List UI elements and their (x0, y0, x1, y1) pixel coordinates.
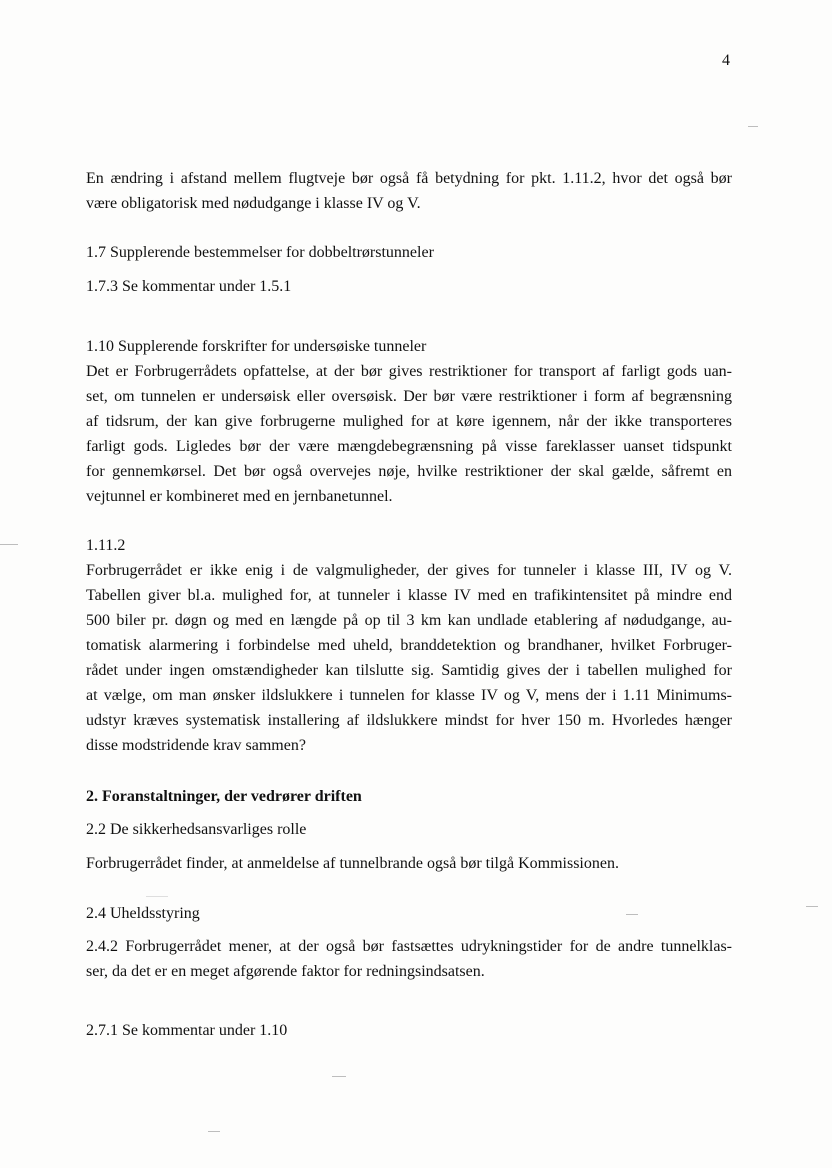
text-line: udstyr kræves systematisk installering af ildslukkere mindst for hver 150 m. Hvorledes hænger (86, 712, 732, 729)
heading-2-2: 2.2 De sikkerhedsansvarliges rolle (86, 821, 307, 838)
text-line: være obligatorisk med nødudgange i klasse IV og V. (86, 195, 421, 212)
heading-1-7: 1.7 Supplerende bestemmelser for dobbeltrørstunneler (86, 244, 434, 261)
text-line: Forbrugerrådet er ikke enig i de valgmuligheder, der gives for tunneler i klasse III, IV og V. (86, 562, 732, 579)
paragraph-escape-routes (86, 166, 732, 216)
text-line: ser, da det er en meget afgørende faktor for redningsindsatsen. (86, 963, 485, 980)
section-1-10 (86, 334, 732, 509)
text-line: at vælge, om man ønsker ildslukkere i tunnelen for klasse IV og V, mens der i 1.11 Minimums- (86, 687, 732, 704)
text-line: 500 biler pr. døgn og med en længde på op til 3 km kan undlade etablering af nødudgange, au- (86, 612, 732, 629)
scan-mark (332, 1076, 346, 1077)
text-line: farligt gods. Ligledes bør der være mængdebegrænsning på visse fareklasser uanset tidspunkt (86, 438, 732, 455)
scan-mark (0, 544, 18, 545)
heading-section-2: 2. Foranstaltninger, der vedrører driften (86, 788, 362, 805)
heading-1-7-3: 1.7.3 Se kommentar under 1.5.1 (86, 278, 292, 295)
text-line: vejtunnel er kombineret med en jernbanetunnel. (86, 488, 393, 505)
text-line: Det er Forbrugerrådets opfattelse, at der bør gives restriktioner for transport af farligt gods uan- (86, 363, 732, 380)
page-number: 4 (722, 52, 730, 69)
scan-mark (208, 1131, 220, 1132)
heading-2-7-1: 2.7.1 Se kommentar under 1.10 (86, 1022, 288, 1039)
text-line: disse modstridende krav sammen? (86, 737, 306, 754)
text-line: set, om tunnelen er undersøisk eller oversøisk. Der bør være restriktioner i form af begrænsning (86, 388, 732, 405)
heading-2-4: 2.4 Uheldsstyring (86, 905, 200, 922)
heading-1-10: 1.10 Supplerende forskrifter for undersøiske tunneler (86, 338, 427, 355)
text-line: rådet under ingen omstændigheder kan tilslutte sig. Samtidig gives der i tabellen mulighed for (86, 662, 732, 679)
text-line: tomatisk alarmering i forbindelse med uheld, branddetektion og brandhaner, hvilket Forbruger- (86, 637, 732, 654)
section-1-11-2 (86, 533, 732, 758)
heading-1-11-2: 1.11.2 (86, 537, 126, 554)
text-line: En ændring i afstand mellem flugtveje bør også få betydning for pkt. 1.11.2, hvor det også bør (86, 170, 732, 187)
text-line: af tidsrum, der kan give forbrugerne mulighed for at køre igennem, når der ikke transporteres (86, 413, 732, 430)
text-line: 2.4.2 Forbrugerrådet mener, at der også bør fastsættes udrykningstider for de andre tunnelklas- (86, 938, 732, 955)
paragraph-2-4-2 (86, 934, 732, 984)
paragraph-2-2: Forbrugerrådet finder, at anmeldelse af tunnelbrande også bør tilgå Kommissionen. (86, 855, 619, 872)
text-line: Tabellen giver bl.a. mulighed for, at tunneler i klasse IV med en trafikintensitet på mindre end (86, 587, 732, 604)
text-line: for gennemkørsel. Det bør også overvejes nøje, hvilke restriktioner der skal gælde, såfremt en (86, 463, 732, 480)
scan-mark (626, 914, 638, 915)
scan-mark (748, 126, 758, 127)
scan-mark (806, 906, 818, 907)
scan-mark (146, 896, 168, 897)
